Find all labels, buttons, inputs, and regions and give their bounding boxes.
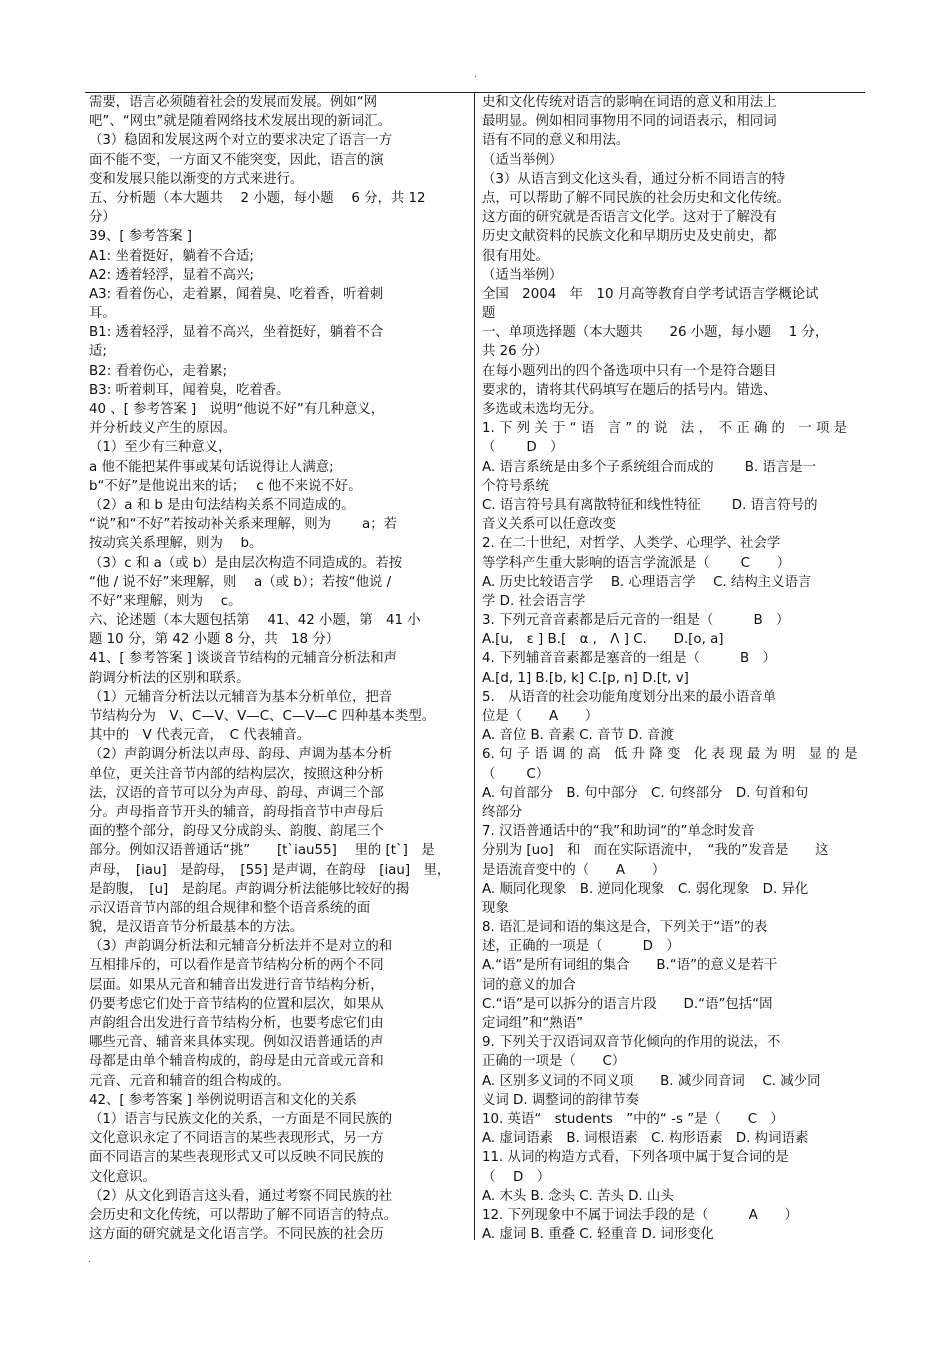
text-line: A.“语”是所有词组的集合 B.“语”的意义是若干 <box>482 958 778 974</box>
text-line: 11. 从词的构造方式看，下列各项中属于复合词的是 <box>482 1150 789 1166</box>
text-line: 文化意识永定了不同语言的某些表现形式，另一方 <box>89 1131 384 1147</box>
text-line: 哪些元音、辅音来具体实现。例如汉语普通话的声 <box>89 1035 384 1051</box>
text-line: 位是（ A ） <box>482 709 599 724</box>
text-line: 声韵组合出发进行音节结构分析，也要考虑它们由 <box>89 1016 384 1031</box>
text-line: A. 区别多义词的不同义项 B. 减少同音词 C. 减少同 <box>482 1073 821 1089</box>
text-line: 层面。如果从元音和辅音出发进行音节结构分析， <box>89 977 384 993</box>
text-line: 很有用处。 <box>482 248 549 264</box>
text-line: 分） <box>89 210 116 226</box>
text-line: 耳。 <box>89 306 116 322</box>
text-line: 语有不同的意义和用法。 <box>482 133 630 149</box>
text-line: （ D ） <box>482 440 564 456</box>
text-line: 述，正确的一项是（ D ） <box>482 939 680 955</box>
text-line: 题 <box>482 306 496 322</box>
text-line: 全国 2004 年 10 月高等教育自学考试语言学概论试 <box>482 286 819 302</box>
text-line: 要求的，请将其代码填写在题后的括号内。错选、 <box>482 382 777 398</box>
text-line: 面不能不变，一方面又不能突变，因此，语言的演 <box>89 152 384 168</box>
text-line: （适当举例） <box>482 152 563 168</box>
text-line: A. 虚词 B. 重叠 C. 轻重音 D. 词形变化 <box>482 1227 714 1243</box>
left-column <box>89 93 469 1244</box>
text-line: A. 虚词语素 B. 词根语素 C. 构形语素 D. 构词语素 <box>482 1131 809 1147</box>
text-line: 文化意识。 <box>89 1169 156 1185</box>
text-line: 一、单项选择题（本大题共 26 小题，每小题 1 分， <box>482 325 829 341</box>
text-line: （2）a 和 b 是由句法结构关系不同造成的。 <box>89 497 355 513</box>
text-line: 2. 在二十世纪，对哲学、人类学、心理学、社会学 <box>482 536 781 552</box>
text-line: B1: 透着轻浮，显着不高兴，坐着挺好，躺着不合 <box>89 325 384 341</box>
text-line: 五、分析题（本大题共 2 小题，每小题 6 分，共 12 <box>89 190 426 206</box>
text-line: 六、论述题（本大题包括第 41、42 小题，第 41 小 <box>89 613 421 629</box>
text-line: 40 、[ 参考答案 ] 说明“他说不好”有几种意义， <box>89 402 385 417</box>
text-line: 定词组”和“熟语” <box>482 1016 584 1031</box>
text-line: 面的整个部分，韵母又分成韵头、韵腹、韵尾三个 <box>89 824 384 840</box>
page-top-mark: . <box>474 70 477 80</box>
page-bottom-mark: . <box>88 1255 91 1265</box>
text-line: （ C） <box>482 766 550 782</box>
text-line: 部分。例如汉语普通话“挑” [t`iau55] 里的 [t`] 是 <box>89 843 435 859</box>
text-line: 42、[ 参考答案 ] 举例说明语言和文化的关系 <box>89 1092 357 1108</box>
text-line: 点，可以帮助了解不同民族的社会历史和文化传统。 <box>482 190 790 206</box>
text-line: （3）从语言到文化这头看，通过分析不同语言的特 <box>482 171 786 187</box>
text-line: 音义关系可以任意改变 <box>482 517 616 533</box>
text-line: A.[d, 1] B.[b, k] C.[p, n] D.[t, v] <box>482 670 689 686</box>
text-line: 最明显。例如相同事物用不同的词语表示，相同词 <box>482 114 777 130</box>
text-line: A. 历史比较语言学 B. 心理语言学 C. 结构主义语言 <box>482 574 812 590</box>
text-line: C.“语”是可以拆分的语言片段 D.“语”包括“固 <box>482 996 773 1012</box>
text-line: A.[u, ɛ ] B.[ α , Λ ] C. D.[o, a] <box>482 632 724 648</box>
text-line: A. 顺同化现象 B. 逆同化现象 C. 弱化现象 D. 异化 <box>482 881 809 897</box>
text-line: （1）语言与民族文化的关系，一方面是不同民族的 <box>89 1111 393 1127</box>
text-line: 12. 下列现象中不属于词法手段的是（ A ） <box>482 1207 798 1223</box>
text-line: 学 D. 社会语言学 <box>482 593 586 609</box>
text-line: 这方面的研究就是否语言文化学。这对于了解没有 <box>482 210 777 226</box>
text-line: 会历史和文化传统，可以帮助了解不同语言的特点。 <box>89 1207 397 1223</box>
text-line: B3: 听着刺耳，闻着臭，吃着香。 <box>89 382 290 398</box>
text-line: 是韵腹， [u] 是韵尾。声韵调分析法能够比较好的揭 <box>89 881 410 897</box>
text-line: （2）从文化到语言这头看，通过考察不同民族的社 <box>89 1188 393 1204</box>
text-line: （2）声韵调分析法以声母、韵母、声调为基本分析 <box>89 747 393 763</box>
text-line: 分别为 [uo] 和 而在实际语流中， “我的”发音是 这 <box>482 843 829 859</box>
text-line: 这方面的研究就是文化语言学。不同民族的社会历 <box>89 1227 384 1243</box>
text-line: 终部分 <box>482 804 523 820</box>
text-line: 吧”、“网虫”就是随着网络技术发展出现的新词汇。 <box>89 114 392 130</box>
text-line: 变和发展只能以渐变的方式来进行。 <box>89 171 304 187</box>
text-line: 分。声母指音节开头的辅音，韵母指音节中声母后 <box>89 804 384 820</box>
text-line: 面不同语言的某些表现形式又可以反映不同民族的 <box>89 1150 384 1166</box>
text-line: 在每小题列出的四个备选项中只有一个是符合题目 <box>482 363 777 379</box>
text-line: 8. 语汇是词和语的集这是合，下列关于“语”的表 <box>482 920 768 936</box>
text-line: 7. 汉语普通话中的“我”和助词“的”单念时发音 <box>482 824 755 840</box>
text-line: B2: 看着伤心，走着累; <box>89 363 228 379</box>
text-line: 按动宾关系理解，则为 b。 <box>89 536 263 552</box>
text-line: 并分析歧义产生的原因。 <box>89 421 237 437</box>
text-line: 仍要考虑它们处于音节结构的位置和层次，如果从 <box>89 996 384 1012</box>
text-line: 等学科产生重大影响的语言学流派是（ C ） <box>482 555 791 571</box>
text-line: A. 语言系统是由多个子系统组合而成的 B. 语言是一 <box>482 459 816 475</box>
text-line: 词的意义的加合 <box>482 977 576 993</box>
text-line: 需要，语言必须随着社会的发展而发展。例如“网 <box>89 95 378 110</box>
text-line: （3）声韵调分析法和元辅音分析法并不是对立的和 <box>89 939 393 955</box>
text-line: A2: 透着轻浮，显着不高兴; <box>89 267 254 283</box>
text-line: 法，汉语的音节可以分为声母、韵母、声调三个部 <box>89 785 384 801</box>
text-line: （1）元辅音分析法以元辅音为基本分析单位，把音 <box>89 689 393 705</box>
text-line: A. 音位 B. 音素 C. 音节 D. 音渡 <box>482 728 674 744</box>
text-line: 单位，更关注音节内部的结构层次，按照这种分析 <box>89 766 384 782</box>
text-line: 多选或未选均无分。 <box>482 402 603 417</box>
text-line: b“不好”是他说出来的话； c 他不来说不好。 <box>89 478 362 494</box>
text-line: 史和文化传统对语言的影响在词语的意义和用法上 <box>482 95 777 110</box>
text-line: 韵调分析法的区别和联系。 <box>89 670 250 686</box>
text-line: 41、[ 参考答案 ] 谈谈音节结构的元辅音分析法和声 <box>89 651 398 667</box>
text-line: 题 10 分，第 42 小题 8 分，共 18 分） <box>89 632 340 648</box>
text-line: 个符号系统 <box>482 478 549 494</box>
text-line: （适当举例） <box>482 267 563 283</box>
text-line: “说”和“不好”若按动补关系来理解，则为 a；若 <box>89 517 398 533</box>
text-line: 互相排斥的，可以看作是音节结构分析的两个不同 <box>89 958 384 974</box>
text-line: A. 句首部分 B. 句中部分 C. 句终部分 D. 句首和句 <box>482 785 809 801</box>
text-line: 不好”来理解，则为 c。 <box>89 593 242 609</box>
text-line: 义词 D. 调整词的韵律节奏 <box>482 1092 639 1108</box>
text-line: 元音、元音和辅音的组合构成的。 <box>89 1073 290 1089</box>
text-line: 示汉语音节内部的组合规律和整个语音系统的面 <box>89 900 371 916</box>
text-line: 其中的 V 代表元音， C 代表辅音。 <box>89 728 311 744</box>
text-line: “他 / 说不好”来理解，则 a（或 b）；若按“他说 / <box>89 574 392 590</box>
text-line: （1）至少有三种意义， <box>89 440 232 456</box>
text-line: 母都是由单个辅音构成的，韵母是由元音或元音和 <box>89 1054 384 1070</box>
text-line: （3）稳固和发展这两个对立的要求决定了语言一方 <box>89 133 393 149</box>
text-line: 貌，是汉语音节分析最基本的方法。 <box>89 920 304 936</box>
text-line: 适; <box>89 344 107 360</box>
text-line: 节结构分为 V、C—V、V—C、C—V—C 四种基本类型。 <box>89 709 436 724</box>
text-line: 共 26 分） <box>482 344 548 360</box>
column-divider <box>474 93 475 1240</box>
text-line: 6. 句 子 语 调 的 高 低 升 降 变 化 表 现 最 为 明 显 的 是 <box>482 747 858 763</box>
text-line: 是语流音变中的（ A ） <box>482 862 666 878</box>
text-line: 历史文献资料的民族文化和早期历史及史前史，都 <box>482 229 777 245</box>
text-line: A. 木头 B. 念头 C. 苦头 D. 山头 <box>482 1188 674 1204</box>
text-line: A3: 看着伤心，走着累，闻着臭、吃着香，听着刺 <box>89 286 384 302</box>
text-line: 39、[ 参考答案 ] <box>89 229 192 245</box>
text-line: （3）c 和 a（或 b）是由层次构造不同造成的。若按 <box>89 555 403 571</box>
text-line: 9. 下列关于汉语词双音节化倾向的作用的说法，不 <box>482 1035 781 1051</box>
text-line: A1: 坐着挺好，躺着不合适; <box>89 248 254 264</box>
text-line: 3. 下列元音音素都是后元音的一组是（ B ） <box>482 613 790 629</box>
right-column <box>482 93 862 1244</box>
text-line: 5. 从语音的社会功能角度划分出来的最小语音单 <box>482 689 776 705</box>
text-line: 正确的一项是（ C） <box>482 1054 626 1070</box>
text-line: 1. 下 列 关 于 “ 语 言 ” 的 说 法 ， 不 正 确 的 一 项 是 <box>482 421 847 437</box>
text-line: C. 语言符号具有离散特征和线性特征 D. 语言符号的 <box>482 497 818 513</box>
text-line: （ D ） <box>482 1169 551 1185</box>
text-line: 声母， [iau] 是韵母， [55] 是声调，在韵母 [iau] 里， <box>89 862 451 878</box>
text-line: 10. 英语“ students ”中的“ -s ”是（ C ） <box>482 1111 784 1127</box>
text-line: 现象 <box>482 900 509 916</box>
text-line: a 他不能把某件事或某句话说得让人满意; <box>89 459 334 475</box>
text-line: 4. 下列辅音音素都是塞音的一组是（ B ） <box>482 651 777 667</box>
